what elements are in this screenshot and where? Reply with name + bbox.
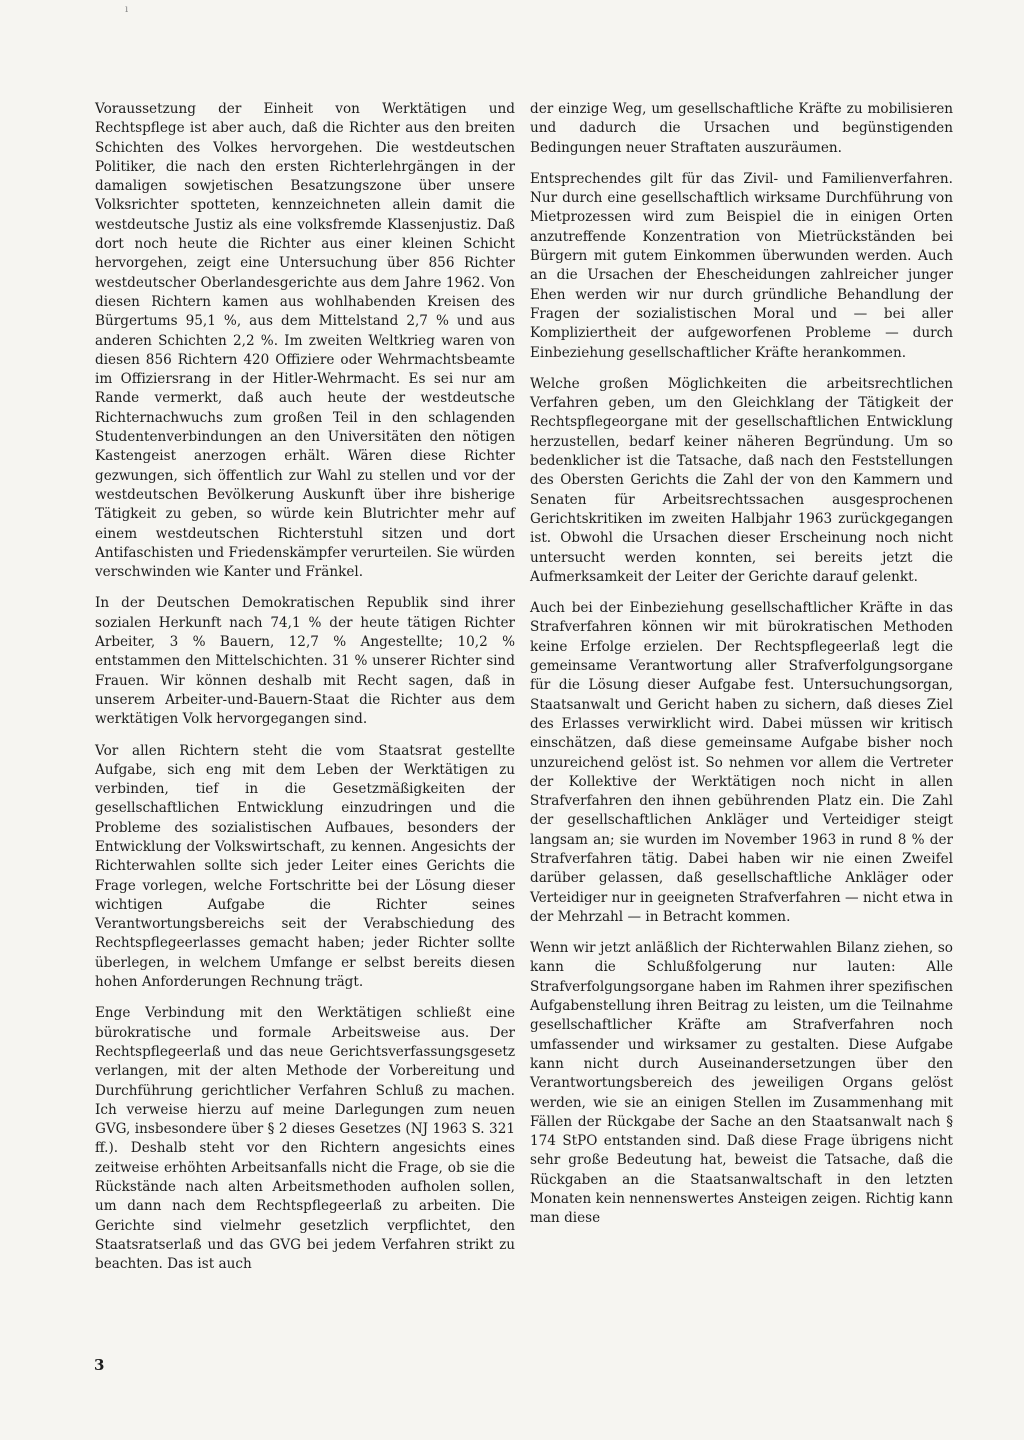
paragraph: Wenn wir jetzt anläßlich der Richterwahlen Bilanz ziehen, so kann die Schlußfolgerung nur lauten: Alle Strafverfolgungsorgane haben im Rahmen ihrer spezifischen Aufgabenstellung ihren Beitrag zu leisten, um die Teilnahme gesellschaftlicher Kräfte am Strafverfahren noch umfassender und wirksamer zu gestalten. Diese Aufgabe kann nicht durch Auseinandersetzungen über den Verantwortungsbereich des jeweiligen Organs gelöst werden, wie sie an einigen Stellen im Zusammenhang mit Fällen der Rückgabe der Sache an den Staatsanwalt nach § 174 StPO entstanden sind. Daß diese Frage übrigens nicht sehr große Bedeutung hat, beweist die Tatsache, daß die Rückgaben an die Staatsanwaltschaft in den letzten Monaten kein nennenswertes Ansteigen zeigen. Richtig kann man diese [530,940,953,1227]
page-number: 3 [94,1356,105,1374]
left-column [95,100,515,1287]
paragraph: Enge Verbindung mit den Werktätigen schließt eine bürokratische und formale Arbeitsweise aus. Der Rechtspflegeerlaß und das neue Gerichtsverfassungsgesetz verlangen, mit der alten Methode der Vorbereitung und Durchführung gerichtlicher Verfahren Schluß zu machen. Ich verweise hierzu auf meine Darlegungen zum neuen GVG, insbesondere über § 2 dieses Gesetzes (NJ 1963 S. 321 ff.). Deshalb steht vor den Richtern angesichts eines zeitweise erhöhten Arbeitsanfalls nicht die Frage, ob sie die Rückstände nach alten Arbeitsmethoden aufholen sollen, um dann nach dem Rechtspflegeerlaß zu arbeiten. Die Gerichte sind vielmehr gesetzlich verpflichtet, den Staatsratserlaß und das GVG bei jedem Verfahren strikt zu beachten. Das ist auch [95,1005,515,1273]
paragraph: In der Deutschen Demokratischen Republik sind ihrer sozialen Herkunft nach 74,1 % der heute tätigen Richter Arbeiter, 3 % Bauern, 12,7 % Angestellte; 10,2 % entstammen den Mittelschichten. 31 % unserer Richter sind Frauen. Wir können deshalb mit Recht sagen, daß in unserem Arbeiter-und-Bauern-Staat die Richter aus dem werktätigen Volk hervorgegangen sind. [95,595,515,728]
paragraph: Voraussetzung der Einheit von Werktätigen und Rechtspflege ist aber auch, daß die Richter aus den breiten Schichten des Volkes hervorgehen. Die westdeutschen Politiker, die nach den ersten Richterlehrgängen in der damaligen sowjetischen Besatzungszone über unsere Volksrichter spotteten, kennzeichneten allein damit die westdeutsche Justiz als eine volksfremde Klassenjustiz. Daß dort noch heute die Richter aus einer kleinen Schicht hervorgehen, zeigt eine Untersuchung über 856 Richter westdeutscher Oberlandesgerichte aus dem Jahre 1962. Von diesen Richtern kamen aus wohlhabenden Kreisen des Bürgertums 95,1 %, aus dem Mittelstand 2,7 % und aus anderen Schichten 2,2 %. Im zweiten Weltkrieg waren von diesen 856 Richtern 420 Offiziere oder Wehrmachtsbeamte im Offiziersrang in der Hitler-Wehrmacht. Es sei nur am Rande vermerkt, daß auch heute der westdeutsche Richternachwuchs zum großen Teil in den schlagenden Studentenverbindungen an den Universitäten den nötigen Kastengeist anerzogen erhält. Wären diese Richter gezwungen, sich öffentlich zur Wahl zu stellen und vor der westdeutschen Bevölkerung Auskunft über ihre bisherige Tätigkeit zu geben, so würde kein Blutrichter mehr auf einem westdeutschen Richterstuhl sitzen und dort Antifaschisten und Friedenskämpfer verurteilen. Sie würden verschwinden wie Kanter und Fränkel. [95,101,515,581]
right-column [530,100,953,1241]
scan-mark: ı [125,4,129,15]
paragraph: der einzige Weg, um gesellschaftliche Kräfte zu mobilisieren und dadurch die Ursachen und begünstigenden Bedingungen neuer Straftaten auszuräumen. [530,101,953,156]
paragraph: Welche großen Möglichkeiten die arbeitsrechtlichen Verfahren geben, um den Gleichklang der Tätigkeit der Rechtspflegeorgane mit der gesellschaftlichen Entwicklung herzustellen, bedarf keiner näheren Begründung. Um so bedenklicher ist die Tatsache, daß nach den Feststellungen des Obersten Gerichts die Zahl der von den Kammern und Senaten für Arbeitsrechtssachen ausgesprochenen Gerichtskritiken im zweiten Halbjahr 1963 zurückgegangen ist. Obwohl die Ursachen dieser Erscheinung noch nicht untersucht werden konnten, sei bereits jetzt die Aufmerksamkeit der Leiter der Gerichte darauf gelenkt. [530,375,953,585]
paragraph: Vor allen Richtern steht die vom Staatsrat gestellte Aufgabe, sich eng mit dem Leben der Werktätigen zu verbinden, tief in die Gesetzmäßigkeiten der gesellschaftlichen Entwicklung einzudringen und die Probleme des sozialistischen Aufbaues, besonders der Entwicklung der Volkswirtschaft, zu kennen. Angesichts der Richterwahlen sollte sich jeder Leiter eines Gerichts die Frage vorlegen, welche Fortschritte bei der Lösung dieser wichtigen Aufgabe die Richter seines Verantwortungsbereichs seit der Verabschiedung des Rechtspflegeerlasses gemacht haben; jeder Richter sollte überlegen, in welchem Umfange er selbst bereits diesen hohen Anforderungen Rechnung trägt. [95,742,515,991]
paragraph: Entsprechendes gilt für das Zivil- und Familienverfahren. Nur durch eine gesellschaftlich wirksame Durchführung von Mietprozessen wird zum Beispiel die in einigen Orten anzutreffende Konzentration von Mietrückständen bei Bürgern mit gutem Einkommen überwunden werden. Auch an die Ursachen der Ehescheidungen zahlreicher junger Ehen werden wir nur durch gründliche Behandlung der Fragen der sozialistischen Moral und — bei aller Kompliziertheit der aufgeworfenen Probleme — durch Einbeziehung gesellschaftlicher Kräfte herankommen. [530,170,953,361]
paragraph: Auch bei der Einbeziehung gesellschaftlicher Kräfte in das Strafverfahren können wir mit bürokratischen Methoden keine Erfolge erzielen. Der Rechtspflegeerlaß legt die gemeinsame Verantwortung aller Strafverfolgungsorgane für die Lösung dieser Aufgabe fest. Untersuchungsorgan, Staatsanwalt und Gericht haben zu sichern, daß dieses Ziel des Erlasses verwirklicht wird. Dabei müssen wir kritisch einschätzen, daß diese gemeinsame Aufgabe bisher noch unzureichend gelöst ist. So nehmen vor allem die Vertreter der Kollektive der Werktätigen noch nicht in allen Strafverfahren den ihnen gebührenden Platz ein. Die Zahl der gesellschaftlichen Ankläger und Verteidiger steigt langsam an; sie wurden im November 1963 in rund 8 % der Strafverfahren tätig. Dabei haben wir nie einen Zweifel darüber gelassen, daß gesellschaftliche Ankläger oder Verteidiger nur in geeigneten Strafverfahren — nicht etwa in der Mehrzahl — in Betracht kommen. [530,600,953,925]
